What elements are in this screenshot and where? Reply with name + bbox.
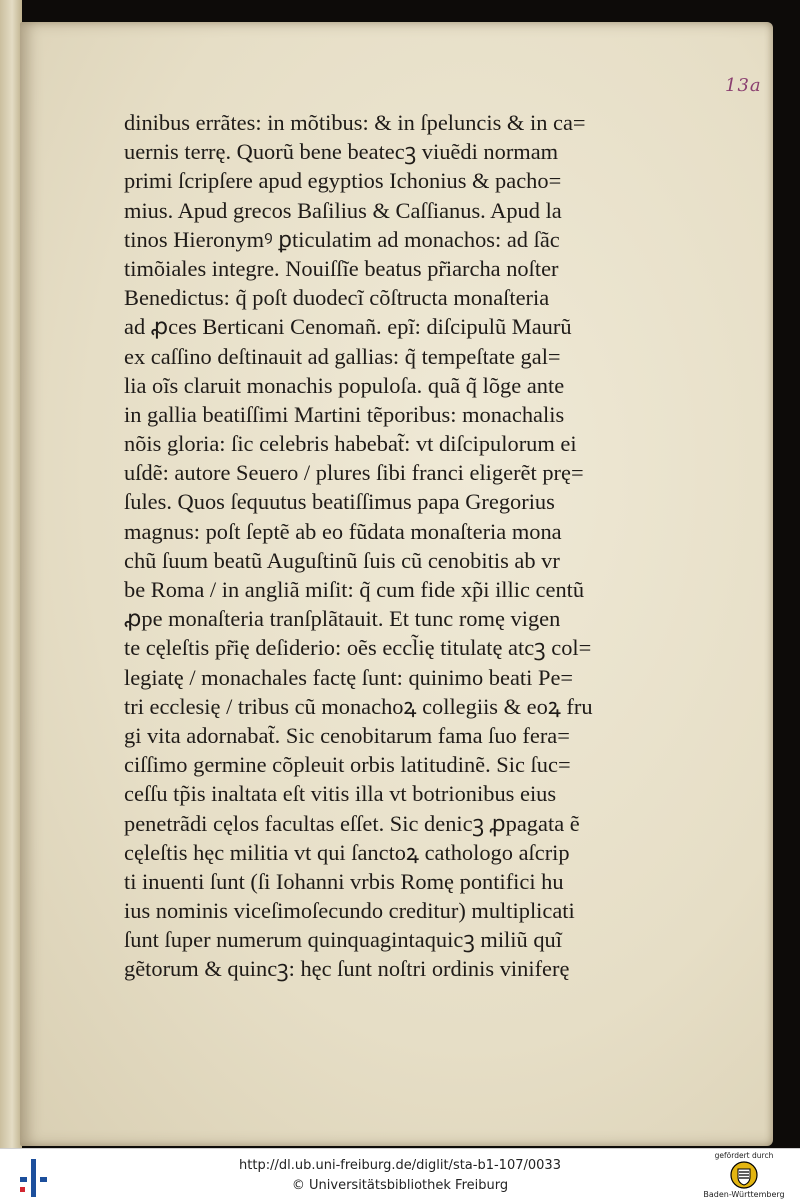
folio-number: 13a xyxy=(725,75,762,96)
sponsor-bottom-text: Baden-Württemberg xyxy=(703,1190,785,1199)
sponsor-top-text: gefördert durch xyxy=(714,1151,774,1160)
text-line: ꝓpe monaſteria tranſplãtauit. Et tunc romę vigen xyxy=(124,606,561,632)
text-line: uſdẽ: autore Seuero / plures ſibi franci eligerẽt prę= xyxy=(124,460,584,486)
text-line: dinibus errãtes: in mõtibus: & in ſpeluncis & in ca= xyxy=(124,110,586,135)
text-line: mius. Apud grecos Baſilius & Caſſianus. Apud la xyxy=(124,197,562,223)
text-line: in gallia beatiſſimi Martini tẽporibus: monachalis xyxy=(124,401,565,427)
text-line: chũ ſuum beatũ Auguſtinũ ſuis cũ cenobitis ab vr xyxy=(124,547,560,573)
text-line: penetrãdi cęlos facultas eſſet. Sic denicꝫ ꝓpagata ẽ xyxy=(124,810,580,836)
previous-page-edge xyxy=(0,0,22,1148)
text-line: ex caſſino deſtinauit ad gallias: q̃ tempeſtate gal= xyxy=(124,343,561,369)
text-line: lia oĩs claruit monachis populoſa. quã q̃ lõge ante xyxy=(124,372,565,398)
text-line: gi vita adornabat̃. Sic cenobitarum fama ſuo fera= xyxy=(124,722,570,748)
text-line: ciſſimo germine cõpleuit orbis latitudinẽ. Sic ſuc= xyxy=(124,752,571,778)
text-line: magnus: poſt ſeptẽ ab eo fũdata monaſteria mona xyxy=(124,518,562,544)
text-line: be Roma / in angliã miſit: q̃ cum fide xp̃i illic centũ xyxy=(124,577,585,602)
text-line: Benedictus: q̃ poſt duodecĩ cõſtructa monaſteria xyxy=(124,285,550,311)
text-line: te cęleſtis pr̃ię deſiderio: oẽs eccl̃ię titulatę atcꝫ col= xyxy=(124,635,592,661)
text-line: ceſſu tp̃is inaltata eſt vitis illa vt botrionibus eius xyxy=(124,781,557,807)
text-line: ius nominis viceſimoſecundo creditur) multiplicati xyxy=(124,898,575,924)
text-line: ti inuenti ſunt (ſi Iohanni vrbis Romę pontifici hu xyxy=(124,868,564,894)
text-line: timõiales integre. Nouiſſĩe beatus pr̃iarcha noſter xyxy=(124,255,559,281)
text-block xyxy=(124,108,674,984)
book-page xyxy=(20,22,773,1146)
footer-copyright: © Universitätsbibliothek Freiburg xyxy=(291,1178,509,1193)
footer xyxy=(0,1148,800,1204)
sponsor-logo[interactable] xyxy=(694,1151,794,1203)
text-line: legiatę / monachales factę ſunt: quinimo beati Pe= xyxy=(124,664,574,690)
text-line: ſules. Quos ſequutus beatiſſimus papa Gregorius xyxy=(124,489,555,515)
text-line: tri ecclesię / tribus cũ monachoꝝ collegiis & eoꝝ fru xyxy=(124,693,593,719)
text-line: ad ꝓces Berticani Cenomañ. epĩ: diſcipulũ Maurũ xyxy=(124,314,572,340)
text-line: nõis gloria: ſic celebris habebat̃: vt diſcipulorum ei xyxy=(124,431,577,457)
text-line: gẽtorum & quincꝫ: hęc ſunt noſtri ordinis viniferę xyxy=(124,956,570,982)
text-line: cęleſtis hęc militia vt qui ſanctoꝝ cathologo aſcrip xyxy=(124,839,570,865)
footer-url[interactable]: http://dl.ub.uni-freiburg.de/diglit/sta-b1-107/0033 xyxy=(239,1158,561,1173)
text-line: ſunt ſuper numerum quinquagintaquicꝫ miliũ quĩ xyxy=(124,927,562,953)
text-line: primi ſcripſere apud egyptios Ichonius & pacho= xyxy=(124,168,562,194)
text-line: tinos Hieronymꝰ ꝑticulatim ad monachos: ad ſãc xyxy=(124,226,560,252)
text-line: uernis terrę. Quorũ bene beatecꝫ viuẽdi normam xyxy=(124,139,559,165)
baden-wuerttemberg-crest-icon xyxy=(730,1161,758,1189)
